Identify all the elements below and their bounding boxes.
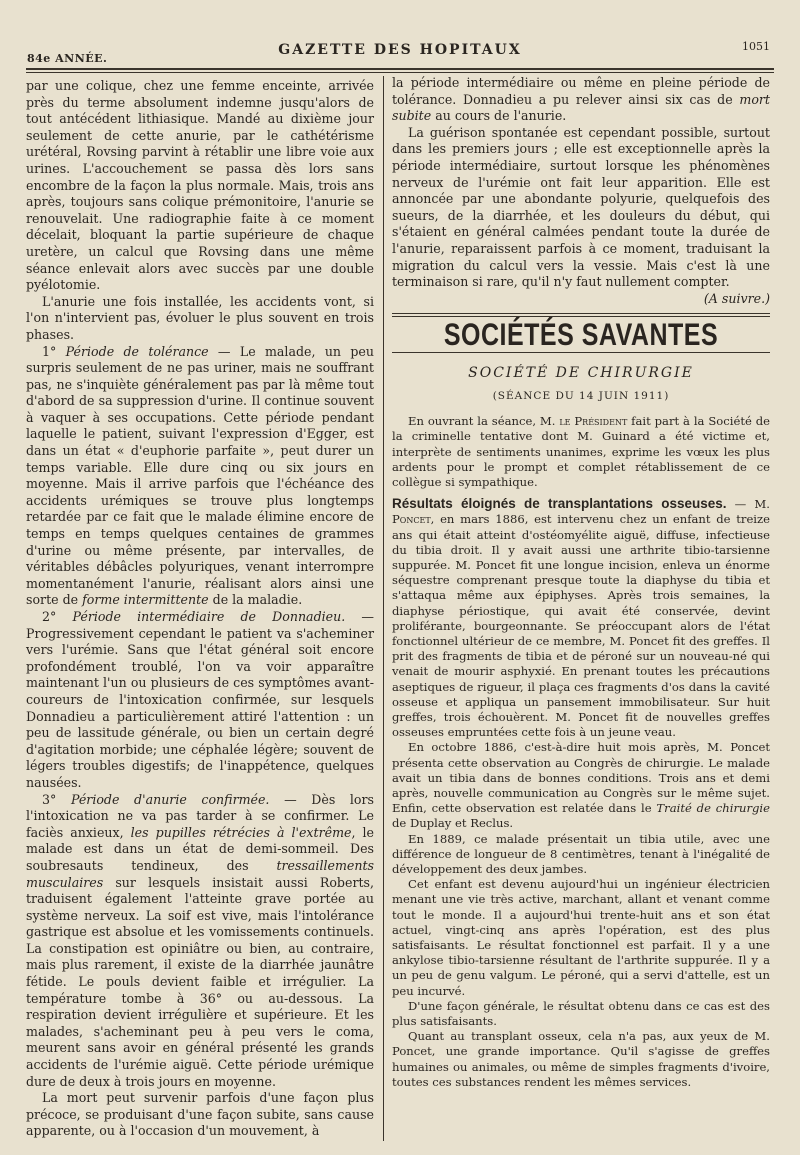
- page-number: 1051: [742, 40, 770, 53]
- to-be-continued: (A suivre.): [703, 290, 770, 306]
- right-column: [392, 75, 770, 1090]
- numeral: 2°: [42, 609, 73, 624]
- society-report: [392, 414, 770, 1090]
- text: au cours de l'anurie.: [431, 108, 567, 124]
- italic-term: forme intermittente: [82, 592, 209, 608]
- paragraph: par une colique, chez une femme enceinte, arrivée près du terme absolument indemne jusqu'alors de tout antécédent lithiasique. Mandé au dixième jour seulement de cette anurie, par le cathétérisme urétéral, Rovsing parvint à rétablir une libre voie aux urines. L'accouchement se passa dès lors sans encombre de la façon la plus normale. Mais, trois ans après, toujours sans colique prémonitoire, l'anurie se renouvelait. Une radiographie faite à ce moment décelait, bloquant la partie supérieure de chaque uretère, un calcul que Rovsing dans une même séance enlevait alors avec succès par une double pyélotomie.: [26, 78, 374, 293]
- session-date: (SÉANCE DU 14 JUIN 1911): [492, 389, 670, 402]
- section-heading: SOCIÉTÉS SAVANTES: [443, 317, 719, 353]
- text: , en mars 1886, est intervenu chez un enfant de treize ans qui était atteint d'ostéomyélite aiguë, diffuse, infectieuse du tibia droit. Il y avait aussi une arthrite tibio-tarsienne suppurée. M. Poncet fit une longue incision, enleva un énorme séquestre comprenant presque toute la diaphyse du tibia et s'attaqua même aux épiphyses. Après trois semaines, la diaphyse périostique, qui avait été conservée, devint proliférante, bourgeonnante. Se préoccupant alors de l'état fonctionnel ultérieur de ce membre, M. Poncet fit des greffes. Il prit des fragments de tibia et de péroné sur un nouveau-né qui venait de mourir asphyxié. En prenant toutes les précautions aseptiques de rigueur, il plaça ces fragments d'os dans la cavité osseuse et appliqua un pansement immobilisateur. Sur huit greffes, trois échouèrent. M. Poncet fit de nouvelles greffes osseuses empruntées cette fois à un jeune veau.: [392, 512, 770, 740]
- small-caps-name: le Président: [559, 414, 628, 429]
- paragraph: [392, 75, 770, 125]
- italic-term: mort subite: [392, 91, 770, 124]
- paragraph: D'une façon générale, le résultat obtenu dans ce cas est des plus satisfaisants.: [392, 998, 770, 1029]
- numeral: 3°: [42, 791, 71, 807]
- society-title: SOCIÉTÉ DE CHIRURGIE: [468, 364, 694, 381]
- italic-term: les pupilles rétrécies à l'extrême: [130, 824, 352, 840]
- paragraph: En 1889, ce malade présentait un tibia utile, avec une différence de longueur de 8 centimètres, tenant à l'inégalité de développement des deux jambes.: [392, 831, 770, 876]
- paragraph: Cet enfant est devenu aujourd'hui un ingénieur électricien menant une vie très active, marchant, allant et venant comme tout le monde. Il a aujourd'hui trente-huit ans et son état actuel, vingt-cinq ans après l'opération, est des plus satisfaisants. Le résultat fonctionnel est parfait. Il y a une ankylose tibio-tarsienne résultant de l'arthrite suppurée. Il y a un peu de genu valgum. Le péroné, qui a servi d'attelle, est un peu incurvé.: [392, 877, 770, 998]
- paragraph: L'anurie une fois installée, les accidents vont, si l'on n'intervient pas, évoluer le plus souvent en trois phases.: [26, 293, 374, 342]
- paragraph: [392, 414, 770, 490]
- journal-title: GAZETTE DES HOPITAUX: [278, 42, 522, 58]
- paragraph: [392, 496, 770, 740]
- text: la période intermédiaire ou même en pleine période de tolérance. Donnadieu a pu relever ainsi six cas de: [392, 75, 770, 107]
- italic-title: Traité de chirurgie: [656, 801, 770, 816]
- paragraph: La mort peut survenir parfois d'une façon plus précoce, se produisant d'une façon subite, sans cause apparente, ou à l'occasion d'un mouvement, à: [26, 1090, 374, 1139]
- text: — Le malade, un peu surpris seulement de ne pas uriner, mais ne souffrant pas, ne s'inquiète généralement pas par là même tout d'abord de sa suppression d'urine. Il continue souvent à vaquer à ses occupations. Cette période pendant laquelle le patient, suivant l'expression d'Egger, est dans un état « d'euphorie parfaite », peut durer un temps variable. Elle dure cinq ou six jours en moyenne. Mais il arrive parfois que l'échéance des accidents urémiques se trouve plus longtemps retardée par ce fait que le malade élimine encore de temps en temps quelques centaines de grammes d'urine ou même présente, par intervalles, de véritables débâcles polyuriques, venant interrompre momentanément l'anurie, réalisant alors ainsi une sorte de: [26, 343, 374, 608]
- small-caps-name: Poncet: [392, 512, 431, 527]
- header-rule: [26, 68, 774, 70]
- text: — Dès lors l'intoxication ne va pas tarder à se confirmer. Le faciès anxieux,: [26, 791, 374, 840]
- text: En ouvrant la séance, M.: [408, 414, 560, 429]
- column-divider: [383, 76, 384, 1141]
- text: de la maladie.: [208, 592, 303, 608]
- text: — Progressivement cependant le patient va s'acheminer vers l'urémie. Sans que l'état général soit encore profondément troublé, l'on va voir apparaître maintenant l'un ou plusieurs de ces symptômes avant-coureurs de l'intoxication confirmée, sur lesquels Donnadieu a particulièrement attiré l'attention : un peu de lassitude générale, ou bien un certain degré d'agitation morbide; une céphalée légère; souvent de légers troubles digestifs; de l'inappétence, quelques nausées.: [26, 609, 374, 790]
- paragraph-tolerance: [26, 344, 374, 610]
- italic-term: tressaillements musculaires: [26, 857, 374, 890]
- italic-heading: Période d'anurie confirmée.: [70, 791, 270, 807]
- text: , le malade est dans un état de demi-sommeil. Des soubresauts tendineux, des: [26, 824, 374, 873]
- text: sur lesquels insistait aussi Roberts, traduisent également l'atteinte grave portée au système nerveux. La soif est vive, mais l'intolérance gastrique est absolue et les vomissements continuels. La constipation est opiniâtre ou bien, au contraire, mais plus rarement, il existe de la diarrhée jaunâtre fétide. Le pouls devient faible et irrégulier. La température tombe à 36° ou au-dessous. La respiration devient irrégulière et supérieure. Et les malades, s'acheminant peu à peu vers le coma, meurent sans avoir en général présenté les grands accidents de l'urémie aiguë. Cette période urémique dure de deux à trois jours en moyenne.: [26, 874, 374, 1089]
- left-column: [26, 78, 374, 1140]
- header-rule-thin: [26, 72, 774, 73]
- paragraph-intermediate: [26, 609, 374, 792]
- year-label: 84e ANNÉE.: [27, 52, 108, 65]
- paragraph: Quant au transplant osseux, cela n'a pas, aux yeux de M. Poncet, une grande importance. Qu'il s'agisse de greffes humaines ou animales, ou même de simples fragments d'ivoire, toutes ces substances rendent les mêmes services.: [392, 1029, 770, 1089]
- section-rule: [392, 313, 770, 314]
- paragraph-confirmed: [26, 792, 374, 1091]
- text: En octobre 1886, c'est-à-dire huit mois après, M. Poncet présenta cette observation au Congrès de chirurgie. Le malade avait un tibia dans de bonnes conditions. Trois ans et demi après, nouvelle communication au Congrès sur le même sujet. Enfin, cette observation est relatée dans le: [392, 740, 770, 816]
- numeral: 1°: [42, 343, 66, 359]
- text: — M.: [726, 497, 770, 512]
- text: de Duplay et Reclus.: [392, 816, 514, 831]
- italic-heading: Période de tolérance: [65, 343, 209, 359]
- paragraph: [392, 740, 770, 831]
- subheading: Résultats éloignés de transplantations osseuses.: [392, 496, 727, 512]
- paragraph: La guérison spontanée est cependant possible, surtout dans les premiers jours ; elle est exceptionnelle après la période intermédiaire, surtout lorsque les phénomènes nerveux de l'urémie ont fait leur apparition. Elle est annoncée par une abondante polyurie, quelquefois des sueurs, de la diarrhée, et les douleurs du début, qui s'étaient en général calmées pendant toute la durée de l'anurie, reparaissent parfois à ce moment, traduisant la migration du calcul vers la vessie. Mais c'est là une terminaison si rare, qu'il n'y faut nullement compter.: [392, 124, 770, 290]
- text: fait part à la Société de la criminelle tentative dont M. Guinard a été victime et, interprète de sentiments unanimes, exprime les vœux les plus ardents pour le prompt et complet rétablissement de ce collègue si sympathique.: [392, 414, 771, 489]
- italic-heading: Période intermédiaire de Donnadieu.: [72, 609, 346, 624]
